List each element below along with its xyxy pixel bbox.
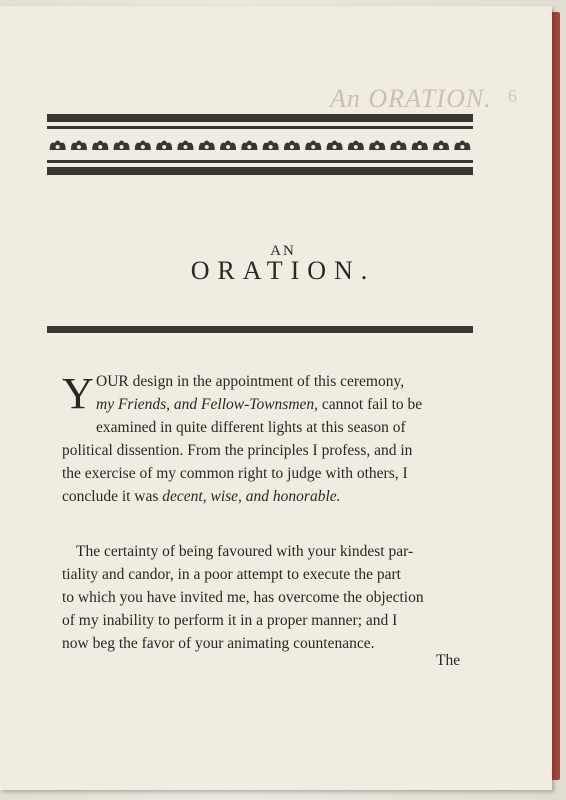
ornament-dot <box>162 145 166 149</box>
ornament-dot <box>183 145 187 149</box>
ornament-dot <box>290 145 294 149</box>
ornament-dot <box>247 145 251 149</box>
ornament-dot <box>354 145 358 149</box>
paragraph-1 <box>62 370 474 508</box>
p1-italic: decent, wise, and honorable. <box>162 488 341 505</box>
p1-text: the exercise of my common right to judge with others, I <box>62 465 408 482</box>
p2-line: tiality and candor, in a poor attempt to execute the part <box>62 566 401 583</box>
p1-italic: my Friends, and Fellow-Townsmen, <box>96 396 319 413</box>
bleed-through-text: An ORATION. <box>330 84 492 113</box>
p1-line <box>62 485 474 508</box>
p2-line: now beg the favor of your animating countenance. <box>62 635 375 652</box>
ornament-dot <box>418 145 422 149</box>
p1-text: examined in quite different lights at this season of <box>96 419 406 436</box>
ornament-dot <box>460 145 464 149</box>
drop-cap: Y <box>62 369 94 418</box>
p1-line <box>62 393 474 416</box>
ornament-dot <box>205 145 209 149</box>
p1-text: cannot fail to be <box>318 396 423 413</box>
ornament-dot <box>269 145 273 149</box>
ornament-dot <box>226 145 230 149</box>
p2-line: of my inability to perform it in a proper manner; and I <box>62 612 398 629</box>
p1-line <box>62 416 474 439</box>
p1-text: OUR design in the appointment of this ceremony, <box>96 373 405 390</box>
paragraph-2 <box>62 540 474 655</box>
ornament-dot <box>333 145 337 149</box>
heading-an: AN <box>270 243 296 259</box>
top-double-rule <box>47 114 473 122</box>
ornament-lower-thick-rule <box>47 167 473 175</box>
p2-line: The certainty of being favoured with your kindest par- <box>76 543 414 560</box>
ornament-dot <box>56 145 60 149</box>
top-thin-rule <box>47 126 473 129</box>
p2-line: to which you have invited me, has overcome the objection <box>62 589 424 606</box>
ornament-dot <box>120 145 124 149</box>
ornament-svg <box>47 136 473 156</box>
ornament-dot <box>375 145 379 149</box>
ornament-dot <box>77 145 81 149</box>
ornament-dot <box>439 145 443 149</box>
ornament-dot <box>98 145 102 149</box>
bleed-through-page-number: 6 <box>508 86 517 106</box>
heading-oration: ORATION. <box>190 256 376 285</box>
heading-rule <box>47 326 473 333</box>
p1-line <box>62 370 474 393</box>
ornament-dot <box>311 145 315 149</box>
catchword: The <box>436 652 461 669</box>
p1-line <box>62 439 474 462</box>
p1-text: political dissention. From the principles I profess, and in <box>62 442 413 459</box>
ornament-dot <box>396 145 400 149</box>
ornament-dot <box>141 145 145 149</box>
ornament-lower-thin-rule <box>47 160 473 163</box>
ornamental-border <box>47 136 473 156</box>
p1-text: conclude it was <box>62 488 163 505</box>
p1-line <box>62 462 474 485</box>
